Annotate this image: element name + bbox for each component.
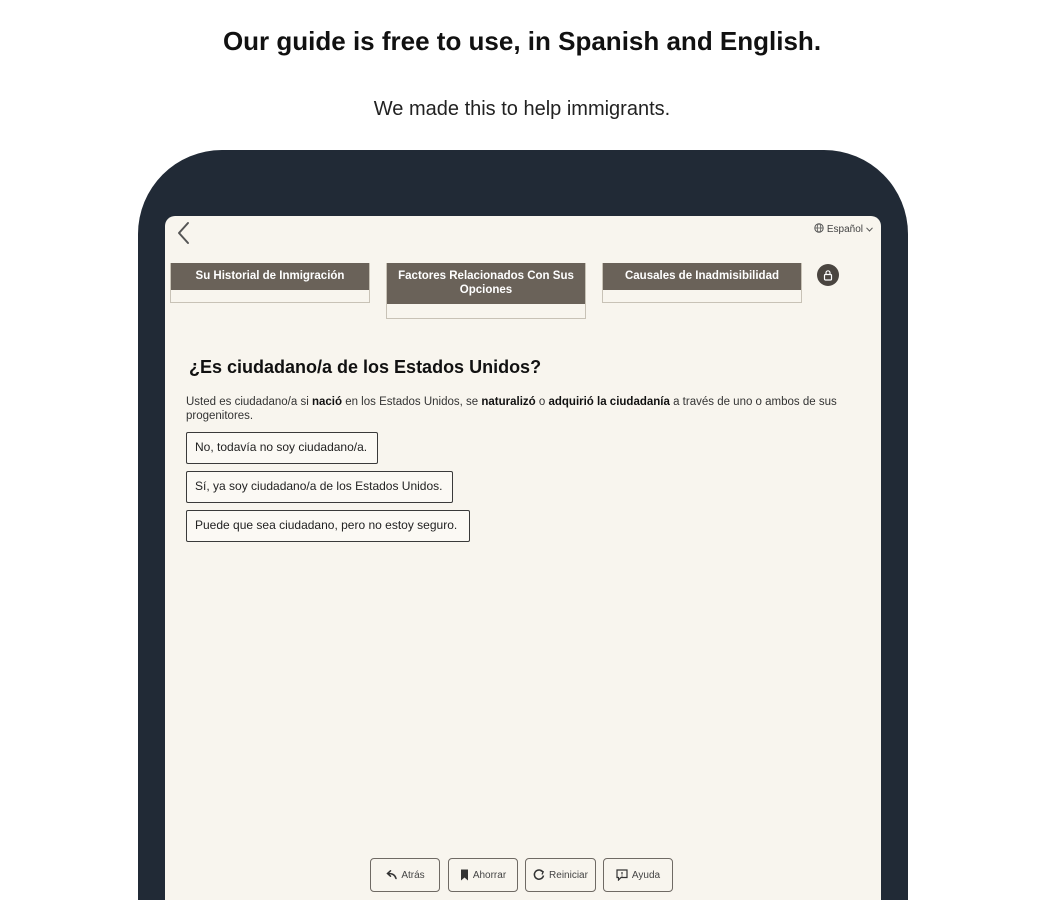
question-explanation: Usted es ciudadano/a si nació en los Estados Unidos, se naturalizó o adquirió la ciudadanía a través de uno o ambos de sus progenitores.: [186, 396, 837, 422]
back-chevron-icon[interactable]: [173, 220, 195, 246]
tab-label: Causales de Inadmisibilidad: [603, 263, 801, 290]
save-button-label: Ahorrar: [472, 869, 507, 881]
promo-subline: We made this to help immigrants.: [373, 98, 671, 120]
tab-inadmissibility-grounds[interactable]: [602, 263, 802, 303]
undo-arrow-icon: [385, 870, 397, 880]
lock-icon[interactable]: [817, 264, 839, 286]
answer-option-unsure[interactable]: Puede que sea ciudadano, pero no estoy seguro.: [186, 510, 470, 542]
back-button[interactable]: [370, 858, 440, 892]
help-button-label: Ayuda: [631, 869, 661, 881]
question-title: ¿Es ciudadano/a de los Estados Unidos?: [189, 357, 542, 377]
bookmark-icon: [460, 869, 469, 881]
restart-icon: [533, 869, 545, 881]
restart-button[interactable]: [525, 858, 596, 892]
globe-icon: [814, 223, 824, 236]
tab-related-factors[interactable]: [386, 263, 586, 319]
restart-button-label: Reiniciar: [549, 869, 588, 881]
language-label: Español: [826, 224, 863, 235]
help-button[interactable]: [603, 858, 673, 892]
tab-immigration-history[interactable]: [170, 263, 370, 303]
tab-label: Su Historial de Inmigración: [171, 263, 369, 290]
tab-label: Factores Relacionados Con Sus Opciones: [387, 263, 585, 304]
save-button[interactable]: [448, 858, 518, 892]
language-selector[interactable]: [814, 223, 873, 236]
app-screen: [165, 216, 881, 900]
answer-option-citizen[interactable]: Sí, ya soy ciudadano/a de los Estados Unidos.: [186, 471, 453, 503]
chat-help-icon: [616, 869, 628, 881]
back-button-label: Atrás: [401, 869, 425, 881]
chevron-down-icon: [866, 224, 873, 235]
answer-option-not-citizen[interactable]: No, todavía no soy ciudadano/a.: [186, 432, 378, 464]
promo-headline: Our guide is free to use, in Spanish and English.: [222, 26, 822, 56]
